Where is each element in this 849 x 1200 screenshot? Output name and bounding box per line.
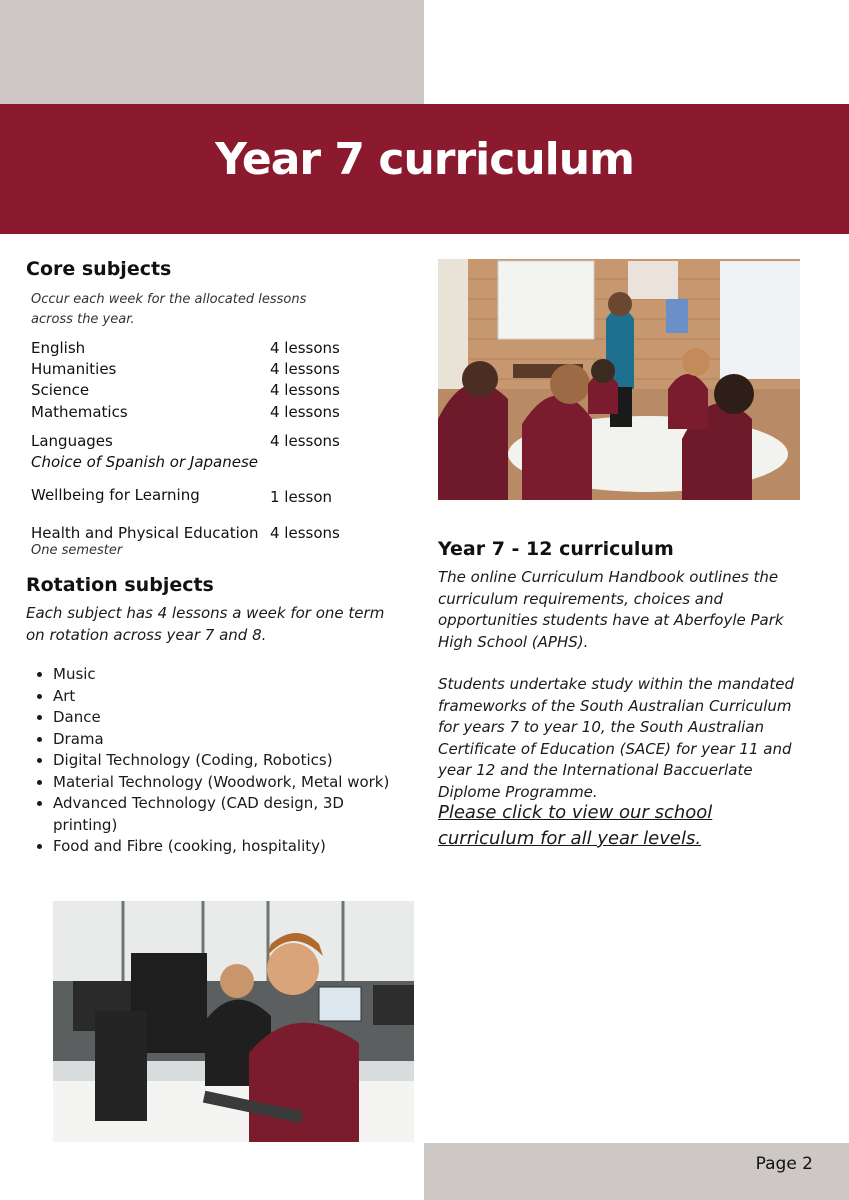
list-item: • Material Technology (Woodwork, Metal work) <box>53 772 403 794</box>
subject-row-wellbeing <box>31 486 351 508</box>
list-item: • Digital Technology (Coding, Robotics) <box>53 750 403 772</box>
rotation-intro: Each subject has 4 lessons a week for one term on rotation across year 7 and 8. <box>26 604 385 644</box>
list-item: • Food and Fibre (cooking, hospitality) <box>53 836 403 858</box>
hpe-note: One semester <box>31 543 123 558</box>
list-item: • Art <box>53 686 403 708</box>
subject-name: Humanities <box>31 360 117 378</box>
classroom-photo-illustration <box>438 259 800 500</box>
curriculum-paragraph-2: Students undertake study within the mandated frameworks of the South Australian Curriculum for years 7 to year 10, the South Australian Certificate of Education (SACE) for year 11 and year 12 and the International Baccuerlate Diplome Programme. <box>438 675 794 801</box>
subject-name: Science <box>31 381 90 399</box>
page-number: Page 2 <box>755 1154 813 1174</box>
subject-lessons: 4 lessons <box>270 339 340 357</box>
subject-name: Mathematics <box>31 403 128 421</box>
subject-name: English <box>31 339 86 357</box>
rotation-subjects-heading: Rotation subjects <box>26 574 214 596</box>
page-title: Year 7 curriculum <box>215 134 634 185</box>
subject-name: Health and Physical Education <box>31 524 259 542</box>
languages-note: Choice of Spanish or Japanese <box>31 453 259 471</box>
subject-lessons: 4 lessons <box>270 432 340 450</box>
curriculum-heading: Year 7 - 12 curriculum <box>438 538 674 560</box>
list-item: • Music <box>53 664 403 686</box>
subject-row-humanities <box>31 360 351 382</box>
rotation-list <box>26 664 403 858</box>
subject-lessons: 4 lessons <box>270 524 340 542</box>
subject-row-languages <box>31 432 351 454</box>
core-subjects-heading: Core subjects <box>26 258 172 280</box>
list-item: • Dance <box>53 707 403 729</box>
subject-row-science <box>31 381 351 403</box>
subject-lessons: 4 lessons <box>270 403 340 421</box>
subject-row-mathematics <box>31 403 351 425</box>
core-subjects-note: Occur each week for the allocated lessons across the year. <box>31 292 307 327</box>
computer-lab-photo <box>53 901 414 1142</box>
subject-lessons: 4 lessons <box>270 360 340 378</box>
curriculum-paragraph-1: The online Curriculum Handbook outlines the curriculum requirements, choices and opportunities students have at Aberfoyle Park High School (APHS). <box>438 568 784 651</box>
top-grey-block <box>0 0 424 104</box>
subject-row-english <box>31 339 351 361</box>
subject-lessons: 4 lessons <box>270 381 340 399</box>
computer-lab-photo-illustration <box>53 901 414 1142</box>
subject-lessons: 1 lesson <box>270 488 333 506</box>
subject-name: Languages <box>31 432 113 450</box>
classroom-photo <box>438 259 800 500</box>
curriculum-link[interactable]: Please click to view our school curriculum for all year levels. <box>438 802 713 849</box>
list-item: • Drama <box>53 729 403 751</box>
subject-name: Wellbeing for Learning <box>31 486 200 504</box>
list-item: • Advanced Technology (CAD design, 3D printing) <box>53 793 403 836</box>
